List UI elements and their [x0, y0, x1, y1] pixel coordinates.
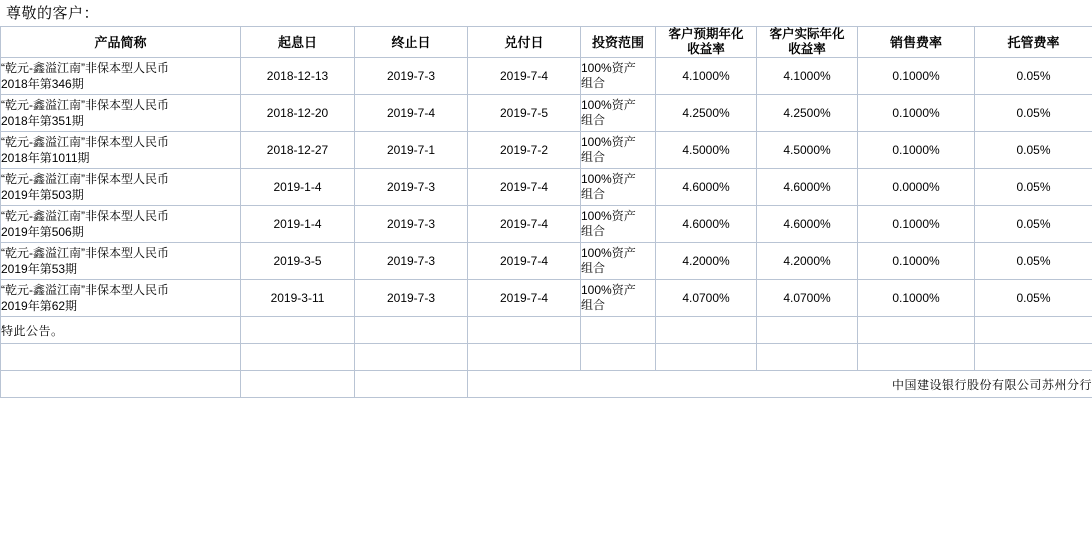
blank-cell	[355, 344, 468, 371]
cell-end-date: 2019-7-4	[355, 95, 468, 132]
blank-cell	[1, 371, 241, 398]
cell-expected-rate: 4.2500%	[656, 95, 757, 132]
cell-sales-fee: 0.1000%	[858, 280, 975, 317]
cell-product-name	[1, 132, 241, 169]
cell-custody-fee: 0.05%	[975, 58, 1092, 95]
col-header-pay-date: 兑付日	[468, 27, 581, 58]
cell-pay-date: 2019-7-5	[468, 95, 581, 132]
blank-cell	[858, 344, 975, 371]
col-header-actual-rate	[757, 27, 858, 58]
cell-product-name	[1, 280, 241, 317]
table-row	[1, 95, 1092, 132]
product-name-line2: 2019年第53期	[1, 262, 78, 276]
cell-sales-fee: 0.1000%	[858, 132, 975, 169]
cell-expected-rate: 4.6000%	[656, 206, 757, 243]
col-header-expected-rate	[656, 27, 757, 58]
blank-cell	[355, 317, 468, 344]
cell-actual-rate: 4.6000%	[757, 206, 858, 243]
cell-expected-rate: 4.5000%	[656, 132, 757, 169]
signature-org-row	[1, 371, 1092, 398]
cell-sales-fee: 0.1000%	[858, 95, 975, 132]
cell-investment-scope	[581, 169, 656, 206]
cell-start-date: 2019-1-4	[241, 206, 355, 243]
product-name-line1: “乾元-鑫溢江南”非保本型人民币	[1, 283, 169, 297]
cell-pay-date: 2019-7-4	[468, 169, 581, 206]
scope-line1: 100%资产	[581, 209, 636, 223]
cell-investment-scope	[581, 280, 656, 317]
cell-investment-scope	[581, 95, 656, 132]
cell-actual-rate: 4.2500%	[757, 95, 858, 132]
cell-actual-rate: 4.6000%	[757, 169, 858, 206]
greeting-text: 尊敬的客户：	[6, 5, 100, 22]
product-name-line2: 2019年第503期	[1, 188, 84, 202]
scope-line1: 100%资产	[581, 172, 636, 186]
cell-sales-fee: 0.0000%	[858, 169, 975, 206]
cell-end-date: 2019-7-3	[355, 58, 468, 95]
cell-pay-date: 2019-7-4	[468, 58, 581, 95]
col-header-product-name: 产品简称	[1, 27, 241, 58]
cell-end-date: 2019-7-3	[355, 206, 468, 243]
product-name-line1: “乾元-鑫溢江南”非保本型人民币	[1, 98, 169, 112]
product-name-line2: 2018年第351期	[1, 114, 84, 128]
blank-cell	[656, 317, 757, 344]
cell-investment-scope	[581, 206, 656, 243]
scope-line2: 组合	[581, 187, 606, 201]
blank-cell	[858, 317, 975, 344]
cell-investment-scope	[581, 132, 656, 169]
product-name-line1: “乾元-鑫溢江南”非保本型人民币	[1, 135, 169, 149]
empty-area	[0, 398, 1092, 540]
blank-cell	[355, 371, 468, 398]
scope-line2: 组合	[581, 113, 606, 127]
blank-cell	[975, 317, 1092, 344]
table-row	[1, 169, 1092, 206]
cell-pay-date: 2019-7-2	[468, 132, 581, 169]
cell-start-date: 2018-12-27	[241, 132, 355, 169]
cell-actual-rate: 4.2000%	[757, 243, 858, 280]
cell-expected-rate: 4.2000%	[656, 243, 757, 280]
col-header-investment-scope: 投资范围	[581, 27, 656, 58]
cell-start-date: 2018-12-13	[241, 58, 355, 95]
cell-pay-date: 2019-7-4	[468, 243, 581, 280]
blank-cell	[1, 344, 241, 371]
cell-end-date: 2019-7-1	[355, 132, 468, 169]
table-row	[1, 58, 1092, 95]
cell-start-date: 2019-3-5	[241, 243, 355, 280]
blank-row	[1, 344, 1092, 371]
blank-cell	[581, 317, 656, 344]
scope-line2: 组合	[581, 224, 606, 238]
cell-actual-rate: 4.1000%	[757, 58, 858, 95]
col-header-actual-rate-line2: 收益率	[788, 42, 826, 56]
cell-custody-fee: 0.05%	[975, 132, 1092, 169]
col-header-sales-fee: 销售费率	[858, 27, 975, 58]
cell-end-date: 2019-7-3	[355, 169, 468, 206]
col-header-start-date: 起息日	[241, 27, 355, 58]
cell-custody-fee: 0.05%	[975, 169, 1092, 206]
cell-sales-fee: 0.1000%	[858, 243, 975, 280]
cell-product-name	[1, 243, 241, 280]
blank-cell	[581, 344, 656, 371]
cell-product-name	[1, 95, 241, 132]
product-name-line2: 2019年第62期	[1, 299, 78, 313]
product-name-line1: “乾元-鑫溢江南”非保本型人民币	[1, 246, 169, 260]
product-name-line2: 2018年第346期	[1, 77, 84, 91]
col-header-custody-fee: 托管费率	[975, 27, 1092, 58]
scope-line1: 100%资产	[581, 246, 636, 260]
product-name-line2: 2018年第1011期	[1, 151, 90, 165]
cell-expected-rate: 4.1000%	[656, 58, 757, 95]
cell-pay-date: 2019-7-4	[468, 280, 581, 317]
scope-line1: 100%资产	[581, 61, 636, 75]
scope-line1: 100%资产	[581, 135, 636, 149]
blank-cell	[241, 371, 355, 398]
cell-custody-fee: 0.05%	[975, 280, 1092, 317]
scope-line1: 100%资产	[581, 283, 636, 297]
cell-investment-scope	[581, 58, 656, 95]
cell-end-date: 2019-7-3	[355, 243, 468, 280]
col-header-end-date: 终止日	[355, 27, 468, 58]
col-header-expected-rate-line2: 收益率	[687, 42, 725, 56]
cell-sales-fee: 0.1000%	[858, 206, 975, 243]
cell-start-date: 2019-3-11	[241, 280, 355, 317]
products-table	[0, 26, 1092, 425]
blank-cell	[656, 344, 757, 371]
scope-line1: 100%资产	[581, 98, 636, 112]
product-name-line1: “乾元-鑫溢江南”非保本型人民币	[1, 209, 169, 223]
cell-pay-date: 2019-7-4	[468, 206, 581, 243]
blank-cell	[468, 344, 581, 371]
notice-row	[1, 317, 1092, 344]
scope-line2: 组合	[581, 298, 606, 312]
table-row	[1, 206, 1092, 243]
product-name-line2: 2019年第506期	[1, 225, 84, 239]
cell-start-date: 2019-1-4	[241, 169, 355, 206]
scope-line2: 组合	[581, 150, 606, 164]
cell-product-name	[1, 58, 241, 95]
blank-cell	[757, 344, 858, 371]
scope-line2: 组合	[581, 261, 606, 275]
blank-cell	[241, 344, 355, 371]
cell-custody-fee: 0.05%	[975, 243, 1092, 280]
col-header-expected-rate-line1: 客户预期年化	[668, 27, 744, 41]
notice-text: 特此公告。	[1, 317, 241, 344]
table-row	[1, 132, 1092, 169]
product-name-line1: “乾元-鑫溢江南”非保本型人民币	[1, 61, 169, 75]
table-row	[1, 280, 1092, 317]
scope-line2: 组合	[581, 76, 606, 90]
blank-cell	[468, 317, 581, 344]
cell-actual-rate: 4.5000%	[757, 132, 858, 169]
blank-cell	[757, 317, 858, 344]
blank-cell	[241, 317, 355, 344]
cell-investment-scope	[581, 243, 656, 280]
cell-expected-rate: 4.0700%	[656, 280, 757, 317]
cell-end-date: 2019-7-3	[355, 280, 468, 317]
cell-custody-fee: 0.05%	[975, 206, 1092, 243]
col-header-actual-rate-line1: 客户实际年化	[769, 27, 845, 41]
cell-sales-fee: 0.1000%	[858, 58, 975, 95]
cell-start-date: 2018-12-20	[241, 95, 355, 132]
cell-expected-rate: 4.6000%	[656, 169, 757, 206]
table-header-row	[1, 27, 1092, 58]
signature-org: 中国建设银行股份有限公司苏州分行	[468, 371, 1092, 398]
cell-custody-fee: 0.05%	[975, 95, 1092, 132]
table-row	[1, 243, 1092, 280]
cell-product-name	[1, 206, 241, 243]
cell-product-name	[1, 169, 241, 206]
product-name-line1: “乾元-鑫溢江南”非保本型人民币	[1, 172, 169, 186]
blank-cell	[975, 344, 1092, 371]
cell-actual-rate: 4.0700%	[757, 280, 858, 317]
